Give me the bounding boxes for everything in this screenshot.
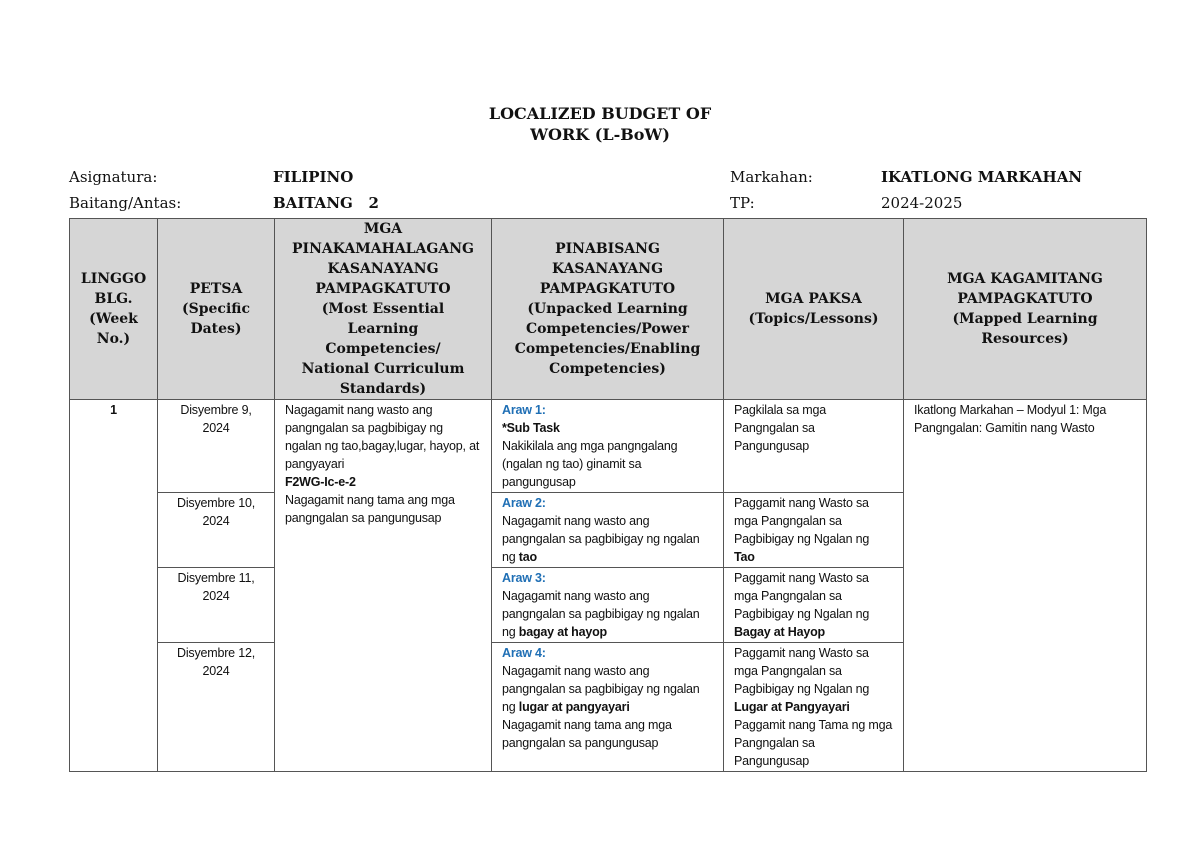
date-cell: Disyembre 11, 2024 [158,568,275,643]
header-line: PAMPAGKATUTO [539,281,676,297]
competency-bold: bagay at hayop [518,625,607,639]
title-line-1: LOCALIZED BUDGET OF [488,104,712,123]
topic-text: Pagkilala sa mga Pangngalan sa Pangungusap [734,403,826,453]
week-number: 1 [70,400,158,772]
topic-bold: Tao [734,550,755,564]
unpacked-cell [492,643,724,772]
melc-text-2: Nagagamit nang tama ang mga pangngalan sa pangungusap [285,493,455,525]
competency-plain: Nagagamit nang wasto ang pangngalan sa pagbibigay ng ngalan ng [502,589,700,639]
header-line: BLG. [94,291,133,307]
topic-bold: Lugar at Pangyayari [734,700,850,714]
asignatura-value: FILIPINO [273,168,354,186]
araw-label: Araw 1: [502,403,546,417]
topic-cell [724,493,904,568]
header-line: (Most Essential [321,301,445,317]
sub-task-label: *Sub Task [502,421,560,435]
header-line: (Specific [182,301,250,317]
melc-code: F2WG-Ic-e-2 [285,475,356,489]
topic-extra: Paggamit nang Tama ng mga Pangngalan sa Pangungusap [734,718,893,768]
tp-value: 2024-2025 [881,194,963,212]
header-line: Competencies/Power [525,321,690,337]
topic-cell [724,568,904,643]
markahan-value: IKATLONG MARKAHAN [881,168,1083,186]
competency-text [502,662,713,716]
baitang-value: BAITANG 2 [273,194,379,212]
melc-text: Nagagamit nang wasto ang pangngalan sa pagbibigay ng ngalan ng tao,bagay,lugar, hayop, at pangyayari [285,403,480,471]
header-line: LINGGO [80,271,147,287]
header-line: PAMPAGKATUTO [957,291,1093,307]
araw-label: Araw 2: [502,496,546,510]
competency-text [502,587,713,641]
header-line: PINAKAMAHALAGANG [292,241,474,257]
unpacked-cell [492,400,724,493]
header-line: MGA [363,221,403,237]
header-line: PINABISANG [555,241,660,257]
header-line: Competencies) [549,361,666,377]
header-line: Dates) [190,321,242,337]
header-line: No.) [96,331,131,347]
competency-extra: Nagagamit nang tama ang mga pangngalan sa pangungusap [502,718,672,750]
date-cell: Disyembre 9, 2024 [158,400,275,493]
header-line: Standards) [339,381,427,397]
header-line: Learning [347,321,419,337]
header-line: Competencies/ [325,341,441,357]
header-melc [275,219,492,400]
header-line: (Unpacked Learning [527,301,688,317]
baitang-label: Baitang/Antas: [69,194,182,212]
title-line-2: WORK (L-BoW) [530,125,670,144]
competency-plain: Nagagamit nang wasto ang pangngalan sa pagbibigay ng ngalan ng [502,664,700,714]
header-line: PETSA [189,281,243,297]
competency-bold: lugar at pangyayari [518,700,630,714]
topic-cell [724,643,904,772]
header-line: Resources) [981,331,1069,347]
competency-plain: Nagagamit nang wasto ang pangngalan sa pagbibigay ng ngalan ng [502,514,700,564]
document-title [0,103,1200,145]
header-line: MGA KAGAMITANG [947,271,1103,287]
header-line: Competencies/Enabling [514,341,701,357]
tp-label: TP: [730,194,755,212]
header-paksa [724,219,904,400]
header-unpacked [492,219,724,400]
araw-label: Araw 3: [502,571,546,585]
melc-cell [275,400,492,772]
markahan-label: Markahan: [730,168,813,186]
unpacked-cell [492,493,724,568]
header-line: (Topics/Lessons) [748,311,879,327]
araw-label: Araw 4: [502,646,546,660]
header-line: KASANAYANG [327,261,439,277]
header-line: (Week [89,311,138,327]
date-cell: Disyembre 12, 2024 [158,643,275,772]
header-line: KASANAYANG [551,261,664,277]
date-cell: Disyembre 10, 2024 [158,493,275,568]
competency-bold: tao [518,550,537,564]
competency-text: Nakikilala ang mga pangngalang (ngalan ng tao) ginamit sa pangungusap [502,439,678,489]
header-line: PAMPAGKATUTO [315,281,451,297]
topic-text: Paggamit nang Wasto sa mga Pangngalan sa Pagbibigay ng Ngalan ng [734,646,870,696]
table-row [70,400,1147,493]
asignatura-label: Asignatura: [69,168,158,186]
unpacked-cell [492,568,724,643]
header-line: (Mapped Learning [952,311,1098,327]
topic-cell [724,400,904,493]
topic-text: Paggamit nang Wasto sa mga Pangngalan sa Pagbibigay ng Ngalan ng [734,496,870,546]
topic-bold: Bagay at Hayop [734,625,825,639]
budget-of-work-table [69,218,1147,772]
table-header-row [70,219,1147,400]
resource-cell: Ikatlong Markahan – Modyul 1: Mga Pangngalan: Gamitin nang Wasto [904,400,1147,772]
header-kagamitan [904,219,1147,400]
header-line: National Curriculum [301,361,465,377]
competency-text [502,512,713,566]
header-petsa [158,219,275,400]
header-line: MGA PAKSA [765,291,862,307]
topic-text: Paggamit nang Wasto sa mga Pangngalan sa Pagbibigay ng Ngalan ng [734,571,870,621]
header-linggo [70,219,158,400]
